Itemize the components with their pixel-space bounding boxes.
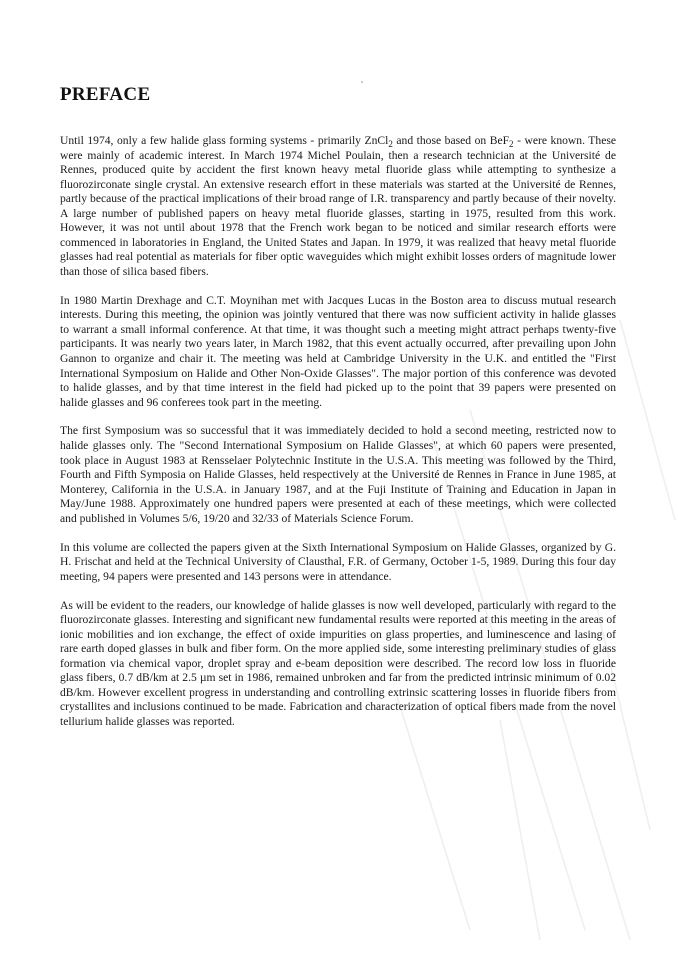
paragraph-1: Until 1974, only a few halide glass forming systems - primarily ZnCl$_2$ and those based on BeF$_2$ - were known. These were mainly of academic interest. In March 1974 Michel Poulain, then a research technician at the Université de Rennes, produced quite by accident the first known heavy metal fluoride glass while attempting to synthesize a fluorozirconate single crystal. An extensive research effort in these materials was started at the Université de Rennes, partly because of the practical implications of their broad range of I.R. transparency and partly because of their novelty. A large number of published papers on heavy metal fluoride glasses, starting in 1975, resulted from this work. However, it was not until about 1978 that the French work began to be noticed and similar research efforts were commenced in laboratories in England, the United States and Japan. In 1979, it was realized that heavy metal fluoride glasses had real potential as materials for fiber optic waveguides which might exhibit losses orders of magnitude lower than those of silica based fibers.: [60, 134, 616, 278]
paragraph-5: As will be evident to the readers, our knowledge of halide glasses is now well developed, particularly with regard to the fluorozirconate glasses. Interesting and significant new fundamental results were reported at this meeting in the areas of ionic mobilities and ion exchange, the effect of oxide impurities on glass properties, and luminescence and lasing of rare earth doped glasses in bulk and fiber form. On the more applied side, some interesting preliminary studies of glass formation via chemical vapor, droplet spray and e-beam deposition were described. The record low loss in fluoride glass fibers, 0.7 dB/km at 2.5 µm set in 1986, remained unbroken and far from the predicted intrinsic minimum of 0.02 dB/km. However excellent progress in understanding and controlling extrinsic scattering losses in fluoride fibers from crystallites and inclusions continued to be made. Fabrication and characterization of optical fibers made from the novel tellurium halide glasses was reported.: [60, 598, 616, 728]
scan-speck: [361, 81, 363, 83]
paragraph-4: In this volume are collected the papers given at the Sixth International Symposium on Halide Glasses, organized by G. H. Frischat and held at the Technical University of Clausthal, F.R. of Germany, October 1-5, 1989. During this four day meeting, 94 papers were presented and 143 persons were in attendance.: [60, 540, 616, 583]
preface-body: [60, 134, 616, 744]
page-title: PREFACE: [60, 84, 151, 105]
paragraph-3: The first Symposium was so successful that it was immediately decided to hold a second meeting, restricted now to halide glasses only. The "Second International Symposium on Halide Glasses", at which 60 papers were presented, took place in August 1983 at Rensselaer Polytechnic Institute in the U.S.A. This meeting was followed by the Third, Fourth and Fifth Symposia on Halide Glasses, held respectively at the Université de Rennes in France in June 1985, at Monterey, California in the U.S.A. in January 1987, and at the Fuji Institute of Training and Education in Japan in May/June 1988. Approximately one hundred papers were presented at each of these meetings, which were collected and published in Volumes 5/6, 19/20 and 32/33 of Materials Science Forum.: [60, 424, 616, 525]
paragraph-2: In 1980 Martin Drexhage and C.T. Moynihan met with Jacques Lucas in the Boston area to discuss mutual research interests. During this meeting, the opinion was jointly ventured that there was now sufficient activity in halide glasses to warrant a small informal conference. At that time, it was thought such a meeting might attract perhaps twenty-five participants. It was nearly two years later, in March 1982, that this event actually occurred, after prevailing upon John Gannon to organize and chair it. The meeting was held at Cambridge University in the U.K. and entitled the "First International Symposium on Halide and Other Non-Oxide Glasses". The major portion of this conference was devoted to halide glasses, and by that time interest in the field had picked up to the point that 39 papers were presented on halide glasses and 96 conferees took part in the meeting.: [60, 293, 616, 409]
